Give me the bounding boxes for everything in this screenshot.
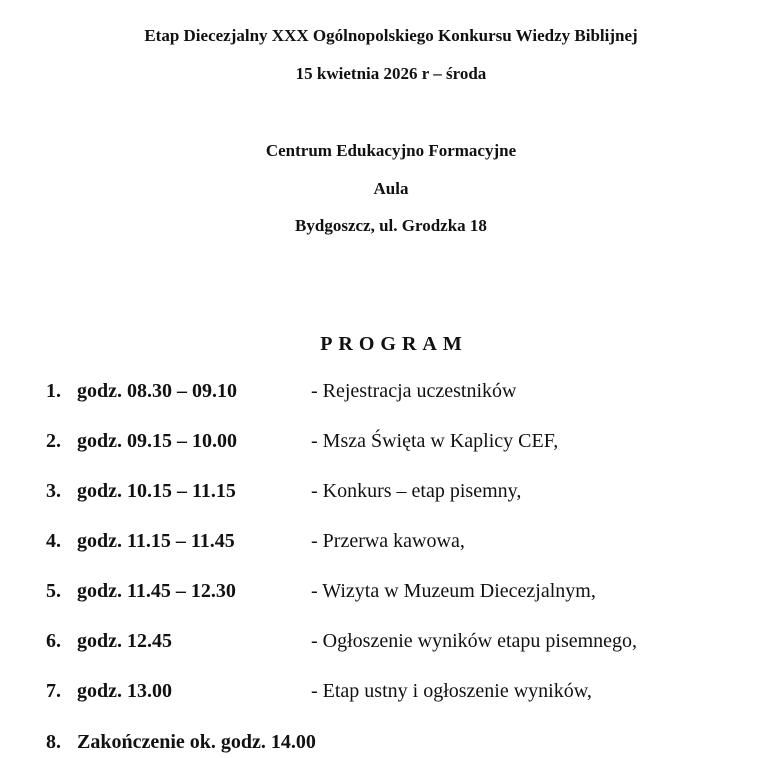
item-number: 8.	[46, 731, 61, 753]
item-time: godz. 11.45 – 12.30	[77, 580, 236, 602]
program-item	[0, 580, 782, 606]
document-title: Etap Diecezjalny XXX Ogólnopolskiego Konkursu Wiedzy Biblijnej	[144, 26, 638, 45]
item-number: 3.	[46, 480, 61, 502]
program-item	[0, 480, 782, 506]
program-item	[0, 731, 782, 757]
program-item	[0, 530, 782, 556]
item-number: 6.	[46, 630, 61, 652]
item-description: - Rejestracja uczestników	[311, 380, 517, 402]
item-number: 4.	[46, 530, 61, 552]
program-heading: PROGRAM	[320, 333, 468, 355]
item-description: - Wizyta w Muzeum Diecezjalnym,	[311, 580, 596, 602]
item-description: - Etap ustny i ogłoszenie wyników,	[311, 680, 592, 702]
program-item	[0, 380, 782, 406]
item-time: godz. 09.15 – 10.00	[77, 430, 237, 452]
item-description: - Konkurs – etap pisemny,	[311, 480, 522, 502]
item-time: godz. 11.15 – 11.45	[77, 530, 235, 552]
program-item	[0, 430, 782, 456]
item-number: 2.	[46, 430, 61, 452]
program-item	[0, 680, 782, 706]
item-description: - Msza Święta w Kaplicy CEF,	[311, 430, 559, 452]
item-number: 5.	[46, 580, 61, 602]
item-time: godz. 12.45	[77, 630, 172, 652]
event-date: 15 kwietnia 2026 r – środa	[295, 64, 487, 83]
item-number: 7.	[46, 680, 61, 702]
item-time: godz. 10.15 – 11.15	[77, 480, 236, 502]
venue-room: Aula	[373, 179, 409, 198]
program-item	[0, 630, 782, 656]
item-description: - Ogłoszenie wyników etapu pisemnego,	[311, 630, 638, 652]
item-time: godz. 13.00	[77, 680, 172, 702]
item-number: 1.	[46, 380, 61, 402]
item-time: godz. 08.30 – 09.10	[77, 380, 237, 402]
item-description: - Przerwa kawowa,	[311, 530, 465, 552]
item-time: Zakończenie ok. godz. 14.00	[77, 731, 316, 753]
venue-address: Bydgoszcz, ul. Grodzka 18	[295, 216, 487, 235]
venue-name: Centrum Edukacyjno Formacyjne	[265, 141, 517, 160]
